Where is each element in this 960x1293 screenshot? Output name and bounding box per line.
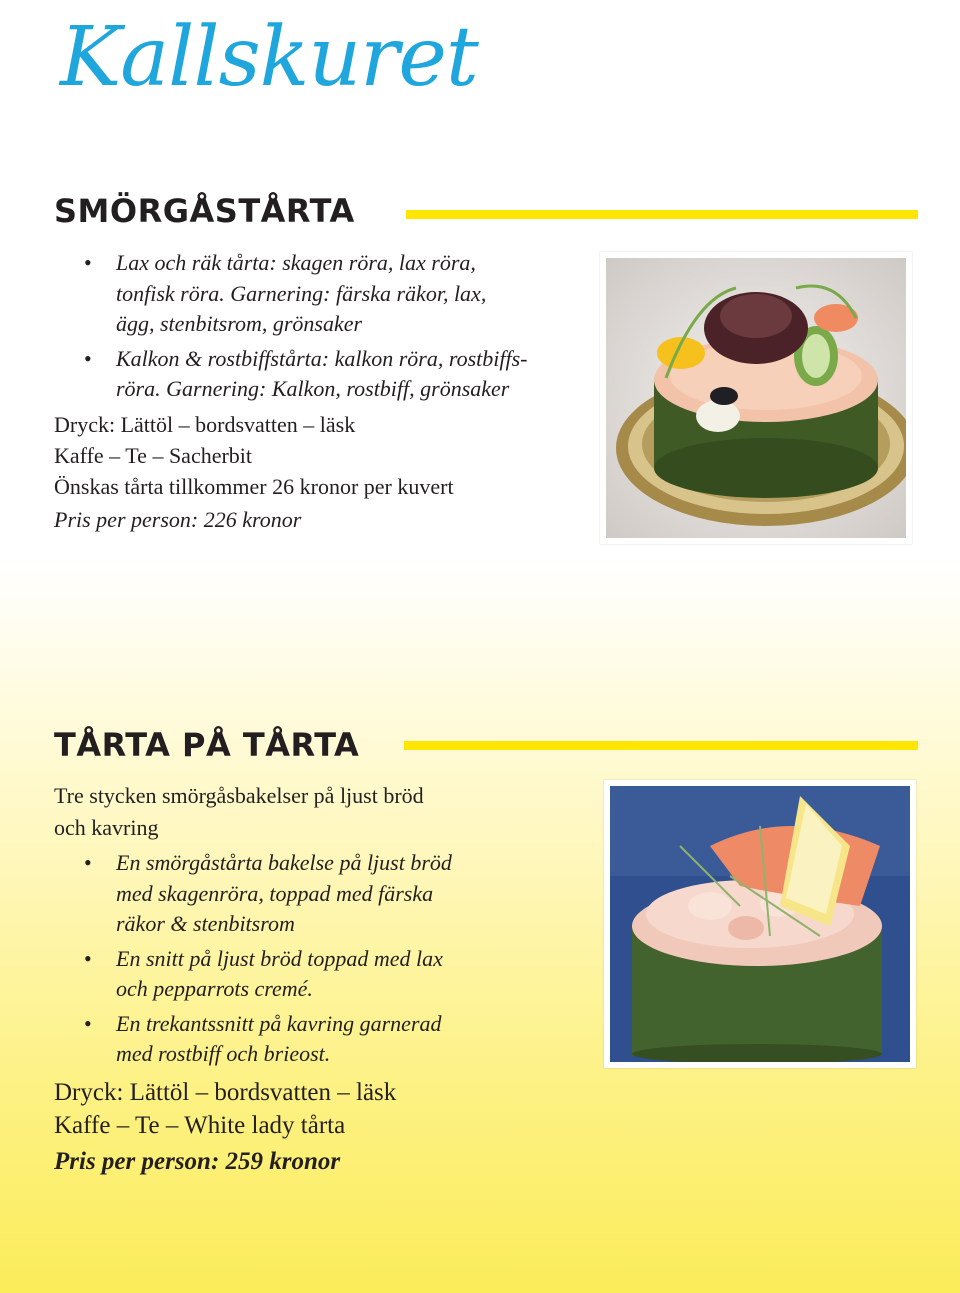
list-item: • Kalkon & rostbiffstårta: kalkon röra, rostbiffs- röra. Garnering: Kalkon, rostbiff, grönsaker xyxy=(54,344,528,405)
coffee-line: Kaffe – Te – Sacherbit xyxy=(54,443,253,468)
page-title: Kallskuret xyxy=(60,10,478,105)
list-item: • Lax och räk tårta: skagen röra, lax röra, tonfisk röra. Garnering: färska räkor, lax, ägg, stenbitsrom, grönsaker xyxy=(54,248,528,340)
section-heading-smorgastarta xyxy=(54,192,918,238)
list-item: • En trekantssnitt på kavring garnerad med rostbiff och brieost. xyxy=(54,1009,452,1070)
section-heading-tarta-pa-tarta xyxy=(54,726,918,772)
smorgastarta-photo xyxy=(600,252,912,544)
drink-line: Dryck: Lättöl – bordsvatten – läsk xyxy=(54,412,356,437)
intro-line-2: och kavring xyxy=(54,815,159,840)
accent-rule xyxy=(404,741,918,750)
cake-note: Önskas tårta tillkommer 26 kronor per kuvert xyxy=(54,474,454,499)
price-line: Pris per person: 226 kronor xyxy=(54,507,302,532)
tarta-bullet-list xyxy=(54,848,452,1070)
list-item: • En smörgåstårta bakelse på ljust bröd med skagenröra, toppad med färska räkor & stenbitsrom xyxy=(54,848,452,940)
price-line: Pris per person: 259 kronor xyxy=(54,1148,341,1175)
accent-rule xyxy=(406,210,918,219)
smorgastarta-bullet-list xyxy=(54,248,528,405)
section-title: SMÖRGÅSTÅRTA xyxy=(54,192,355,230)
coffee-line: Kaffe – Te – White lady tårta xyxy=(54,1112,346,1139)
tarta-pa-tarta-photo xyxy=(604,780,916,1068)
section-title: TÅRTA PÅ TÅRTA xyxy=(54,726,360,764)
intro-line-1: Tre stycken smörgåsbakelser på ljust bröd xyxy=(54,783,424,808)
drink-line: Dryck: Lättöl – bordsvatten – läsk xyxy=(54,1079,397,1106)
list-item: • En snitt på ljust bröd toppad med lax och pepparrots cremé. xyxy=(54,944,452,1005)
